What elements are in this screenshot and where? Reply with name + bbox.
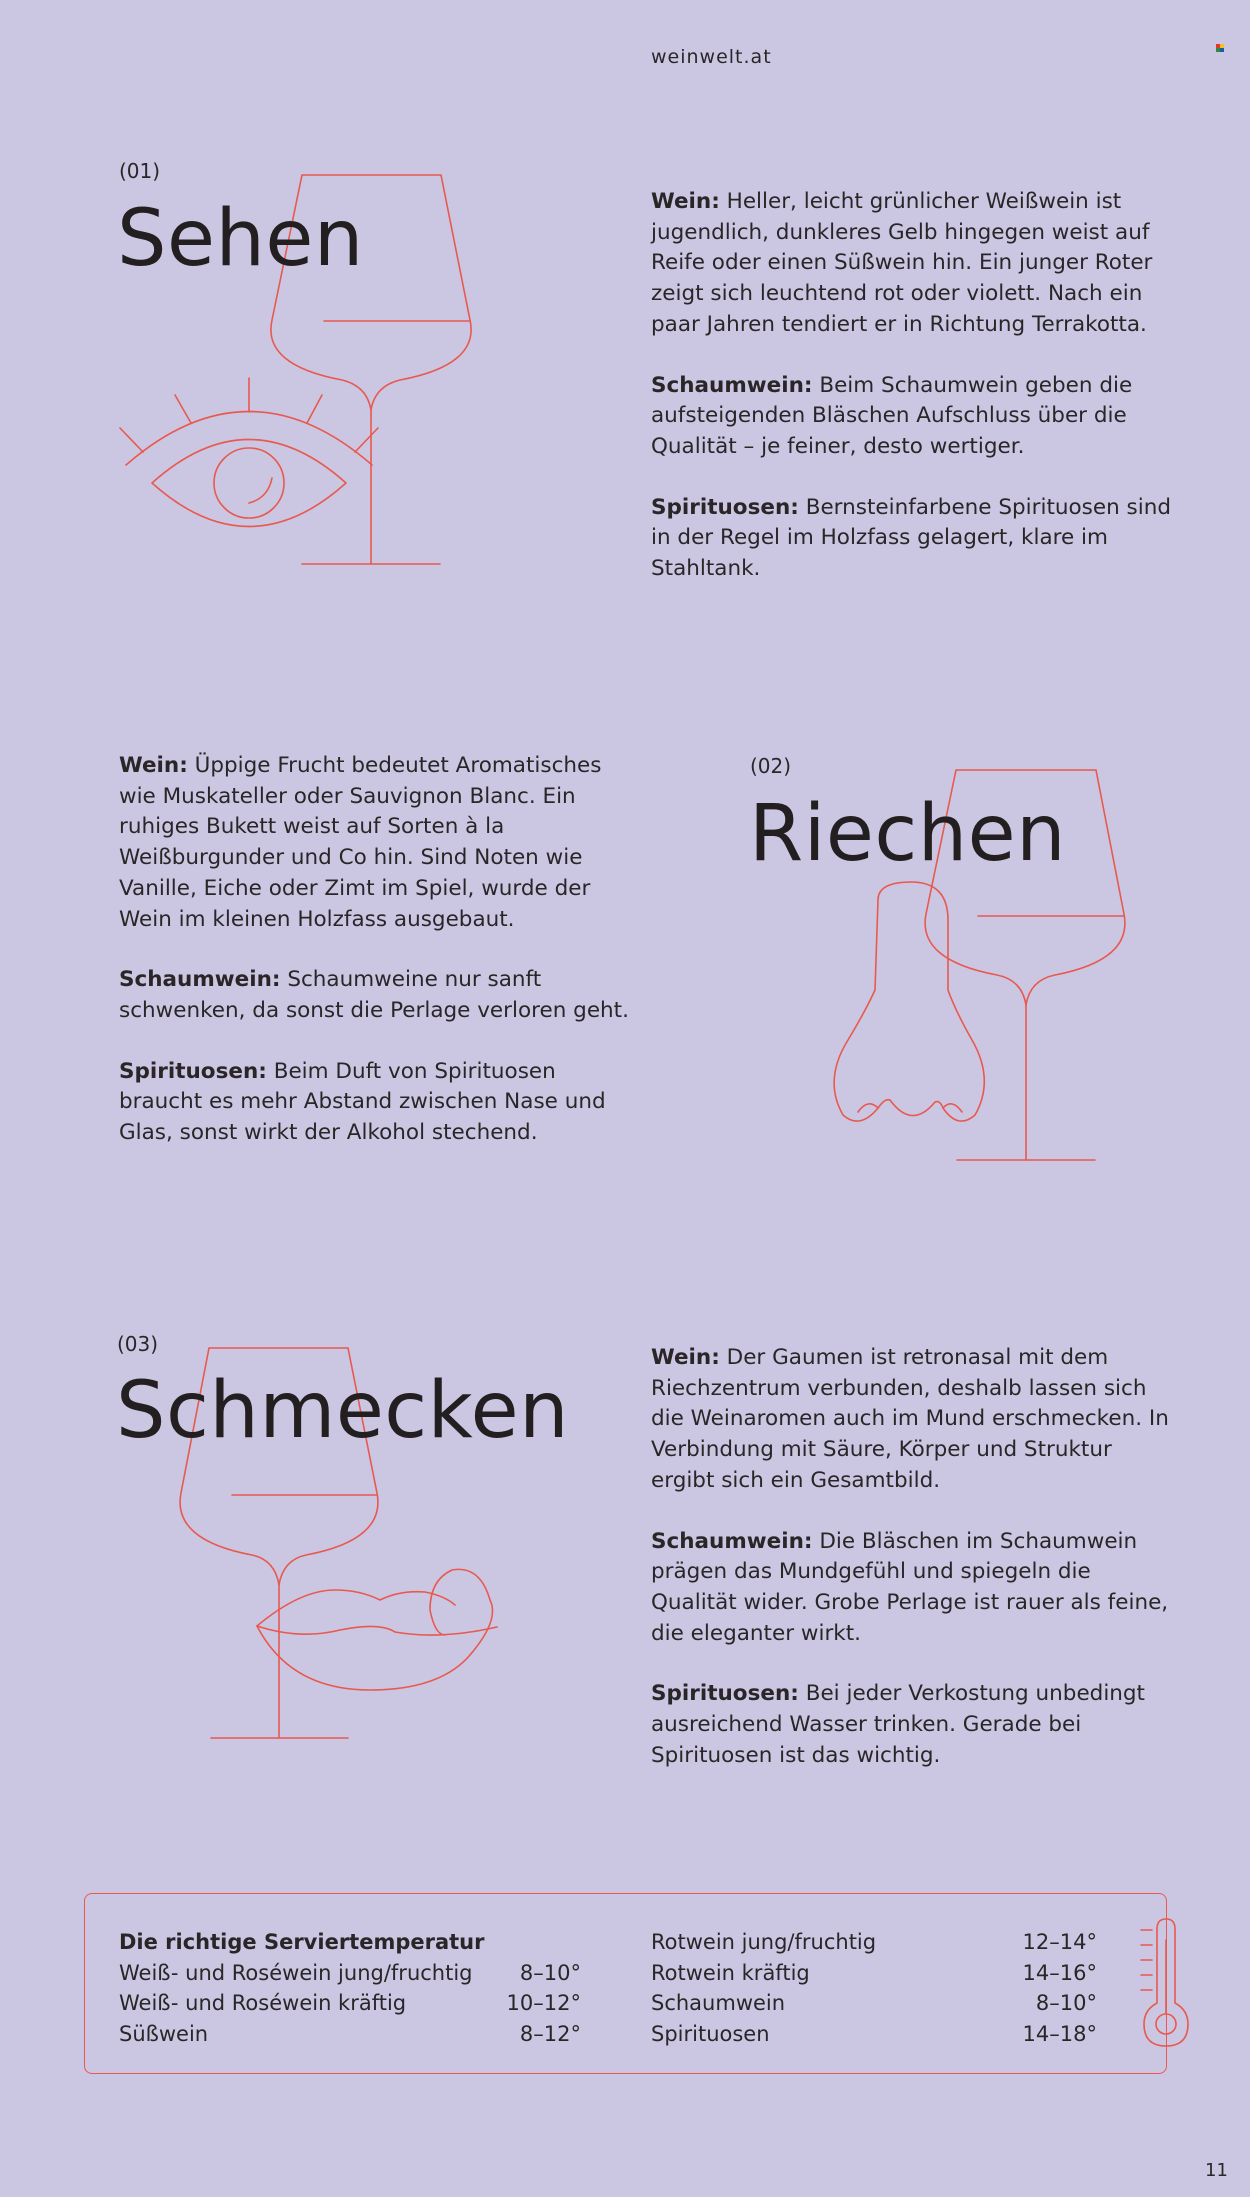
color-registration-mark xyxy=(1216,44,1224,52)
temperature-row: Schaumwein 8–10° xyxy=(651,1991,1097,2016)
eye-highlight xyxy=(249,478,272,503)
eyelash-4 xyxy=(307,395,322,423)
temperature-row: Rotwein kräftig 14–16° xyxy=(651,1960,1097,1985)
section-number: (03) xyxy=(117,1332,159,1356)
paragraph-spirits: Spirituosen: Bei jeder Verkostung unbedingt ausreichend Wasser trinken. Gerade bei Spirituosen ist das wichtig. xyxy=(651,1681,1145,1768)
eye-outline xyxy=(152,440,346,527)
temperature-list-left xyxy=(119,1927,581,2050)
paragraph-sparkling: Schaumwein: Beim Schaumwein geben die aufsteigenden Bläschen Aufschluss über die Qualität – je feiner, desto wertiger. xyxy=(651,372,1133,459)
paragraph-wine: Wein: Üppige Frucht bedeutet Aromatisches wie Muskateller oder Sauvignon Blanc. Ein ruhiges Bukett weist auf Sorten à la Weißburgunder und Co hin. Sind Noten wie Vanille, Eiche oder Zimt im Spiel, wurde der Wein im kleinen Holzfass ausgebaut. xyxy=(119,753,602,932)
site-url[interactable]: weinwelt.at xyxy=(651,46,772,68)
section-text xyxy=(651,1343,1171,1801)
section-title: Riechen xyxy=(749,789,1067,879)
nose-outline xyxy=(834,882,984,1121)
eyelash-1 xyxy=(120,428,143,452)
paragraph-sparkling: Schaumwein: Schaumweine nur sanft schwenken, da sonst die Perlage verloren geht. xyxy=(119,967,629,1023)
lips-upper xyxy=(257,1590,455,1626)
eyelash-2 xyxy=(175,395,191,423)
lips-line xyxy=(257,1626,497,1635)
paragraph-spirits: Spirituosen: Bernsteinfarbene Spirituosen sind in der Regel im Holzfass gelagert, klare im Stahltank. xyxy=(651,494,1171,582)
temperature-row: Süßwein 8–12° xyxy=(119,2022,581,2047)
temperature-list-right xyxy=(651,1927,1097,2050)
thermometer-icon xyxy=(1138,1915,1194,2055)
section-number: (02) xyxy=(750,754,792,778)
temperature-row: Weiß- und Roséwein kräftig 10–12° xyxy=(119,1991,581,2016)
paragraph-wine: Wein: Heller, leicht grünlicher Weißwein ist jugendlich, dunkleres Gelb hingegen weist auf Reife oder einen Süßwein hin. Ein junger Roter zeigt sich leuchtend rot oder violett. Nach ein paar Jahren tendiert er in Richtung Terrakotta. xyxy=(651,189,1153,337)
temperature-row: Rotwein jung/fruchtig 12–14° xyxy=(651,1930,1097,1954)
temperature-row: Weiß- und Roséwein jung/fruchtig 8–10° xyxy=(119,1960,581,1985)
lips-lower xyxy=(257,1569,493,1690)
paragraph-spirits: Spirituosen: Beim Duft von Spirituosen braucht es mehr Abstand zwischen Nase und Glas, sonst wirkt der Alkohol stechend. xyxy=(119,1058,606,1146)
eyelash-5 xyxy=(355,428,378,452)
paragraph-wine: Wein: Der Gaumen ist retronasal mit dem Riechzentrum verbunden, deshalb lassen sich die Weinaromen auch im Mund erschmecken. In Verbindung mit Säure, Körper und Struktur ergibt sich ein Gesamtbild. xyxy=(651,1345,1169,1493)
section-title: Sehen xyxy=(117,194,364,284)
paragraph-sparkling: Schaumwein: Die Bläschen im Schaumwein prägen das Mundgefühl und spiegeln die Qualität wider. Grobe Perlage ist rauer als feine, die eleganter wirkt. xyxy=(651,1528,1169,1646)
section-number: (01) xyxy=(119,159,161,183)
section-text xyxy=(651,187,1171,615)
temperature-row: Spirituosen 14–18° xyxy=(651,2022,1097,2047)
eye-iris xyxy=(214,448,284,518)
page-number: 11 xyxy=(1205,2160,1228,2181)
eyelid-upper xyxy=(126,412,372,466)
section-text xyxy=(119,751,629,1179)
thermometer-bulb xyxy=(1156,2014,1176,2034)
section-title: Schmecken xyxy=(116,1366,569,1456)
temperature-heading: Die richtige Serviertemperatur xyxy=(119,1930,485,1954)
